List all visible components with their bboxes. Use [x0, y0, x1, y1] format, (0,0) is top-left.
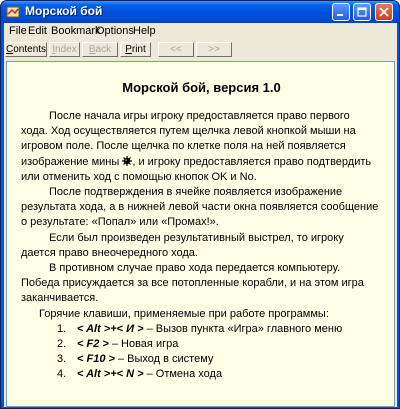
browse-prev-button[interactable]: <<	[158, 42, 194, 57]
hotkey-number: 3.	[57, 353, 67, 366]
paragraph-computer-turn: В противном случае право хода передается компьютеру. Победа присуждается за все потопленные корабли, и на этом игра заканчивается.	[21, 262, 364, 305]
print-button[interactable]: Print	[120, 42, 151, 57]
hotkey-keys: < Alt >+< N >	[77, 368, 144, 381]
paragraph-first-move-a: После начала игры игроку предоставляется право первого хода. Ход осуществляется путем щелчка левой кнопкой мыши на игровом поле. После щелчка по клетке поля на ней появляется изображение мины	[21, 110, 356, 168]
help-toolbar	[4, 41, 397, 60]
topic-title: Морской бой, версия 1.0	[122, 80, 281, 95]
hotkey-keys: < F10 >	[77, 353, 115, 366]
maximize-button[interactable]	[353, 3, 371, 21]
client-area	[4, 23, 397, 407]
index-button[interactable]: Index	[49, 42, 80, 57]
paragraph-extra-move: Если был произведен результативный выстрел, то игроку дается право внеочередного хода.	[21, 231, 344, 259]
minimize-button[interactable]	[332, 3, 350, 21]
hotkey-keys: < F2 >	[77, 338, 109, 351]
menu-bookmark[interactable]: Bookmark	[51, 25, 101, 37]
hotkey-number: 4.	[57, 368, 67, 381]
hotkey-description: – Выход в систему	[114, 353, 214, 366]
hotkey-item	[21, 337, 379, 352]
hotkey-number: 2.	[57, 338, 67, 351]
title-bar[interactable]	[1, 1, 399, 23]
hotkeys-intro: Горячие клавиши, применяемые при работе программы:	[39, 307, 329, 320]
back-button[interactable]: Back	[82, 42, 118, 57]
close-icon	[378, 6, 390, 18]
browse-next-button[interactable]: >>	[196, 42, 232, 57]
hotkey-description: – Вызов пункта «Игра» главного меню	[143, 322, 343, 335]
paragraph-first-move	[21, 109, 379, 185]
minimize-icon	[335, 6, 347, 18]
contents-button[interactable]: Contents	[6, 44, 47, 55]
hotkey-item	[21, 352, 379, 367]
close-button[interactable]	[375, 3, 393, 21]
menu-edit[interactable]: Edit	[28, 25, 47, 37]
topic-body	[21, 109, 379, 383]
hotkeys-list	[21, 322, 379, 383]
menu-bar	[4, 23, 397, 40]
menu-file[interactable]: File	[9, 25, 27, 37]
help-topic-content[interactable]	[6, 61, 395, 407]
hotkey-keys: < Alt >+< И >	[77, 322, 144, 335]
window-title: Морской бой	[25, 4, 103, 18]
paragraph-confirmation: После подтверждения в ячейке появляется изображение результата хода, а в нижней левой части окна появляется сообщение о результате: «Попал» или «Промах!».	[21, 186, 379, 229]
hotkey-item	[21, 322, 379, 337]
hotkey-description: – Новая игра	[108, 338, 179, 351]
help-app-icon	[6, 5, 20, 19]
hotkey-number: 1.	[57, 322, 67, 335]
paragraph-first-move-b: , и игроку предоставляется право подтвердить или отменить ход с помощью кнопок OK и No.	[21, 155, 372, 183]
mine-icon	[122, 156, 132, 166]
menu-help[interactable]: Help	[133, 25, 156, 37]
menu-options[interactable]: Options	[96, 25, 134, 37]
hotkey-item	[21, 367, 379, 382]
hotkey-description: – Отмена хода	[143, 368, 223, 381]
maximize-icon	[356, 6, 368, 18]
